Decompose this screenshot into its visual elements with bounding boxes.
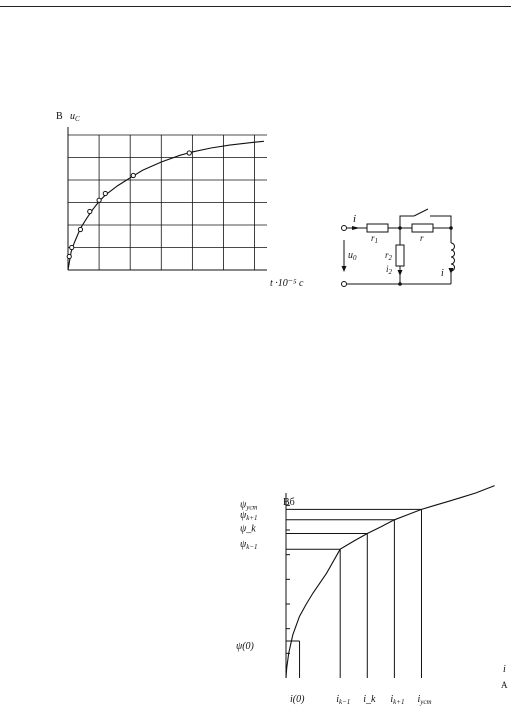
chart2-marker-ylabel-2: $\psi_{k+1}$	[240, 509, 258, 522]
chart1-x-label: t ·10⁻⁵ с	[270, 278, 304, 289]
chart1-point-0	[67, 254, 71, 258]
switch-blade	[414, 209, 428, 216]
label-r2: $r_2$	[385, 250, 393, 262]
chart2-curve	[286, 486, 495, 678]
chart1-y-label-sub: C	[75, 115, 80, 123]
chart2-marker-ylabel-1: ψ_k	[240, 523, 256, 535]
chart2-y-unit: Вб	[283, 497, 295, 508]
chart2-marker-ylabel-0: $\psi_{k-1}$	[240, 539, 258, 552]
label-i2: $i_2$	[386, 264, 393, 276]
resistor-r	[412, 224, 433, 232]
chart2-marker-xlabel-0: $i_{k-1}$	[336, 694, 351, 706]
chart1-point-6	[131, 173, 135, 177]
chart-flux-linkage	[236, 486, 508, 706]
chart2-initial-ylabel: ψ(0)	[236, 641, 254, 652]
label-r1: $r_1$	[371, 233, 379, 245]
arrow-i2	[398, 270, 403, 276]
chart1-y-label-main: u	[70, 111, 75, 122]
resistor-r1	[367, 224, 388, 232]
chart2-marker-xlabel-1: i_k	[363, 694, 376, 705]
u0-arrow-head	[342, 266, 347, 272]
inductor-coil	[451, 243, 455, 271]
arrow-i-in	[352, 226, 360, 230]
terminal-top	[342, 226, 347, 231]
chart1-point-1	[70, 245, 74, 249]
chart2-x-label: i	[503, 664, 506, 675]
resistor-r2	[396, 245, 404, 266]
chart2-markers	[236, 499, 432, 706]
chart1-point-3	[88, 209, 92, 213]
terminal-bottom	[342, 282, 347, 287]
chart1-y-unit: В	[56, 111, 63, 122]
circuit-diagram	[342, 209, 455, 287]
chart2-x-unit: А	[501, 680, 508, 690]
chart2-marker-xlabel-2: $i_{k+1}$	[390, 694, 405, 706]
label-i-in: i	[353, 213, 357, 225]
chart1-point-2	[78, 227, 82, 231]
chart1-point-4	[97, 198, 101, 202]
chart1-point-5	[103, 191, 107, 195]
chart-capacitor-voltage	[56, 111, 304, 289]
label-u0: $u_0$	[348, 250, 357, 262]
chart2-initial-xlabel: i(0)	[290, 694, 305, 705]
chart2-marker-xlabel-3: $i_{уст}$	[417, 694, 432, 706]
chart1-point-7	[187, 151, 191, 155]
chart1-y-label	[70, 111, 80, 123]
chart1-points	[67, 151, 191, 259]
label-r: r	[420, 233, 424, 243]
chart1-curve	[68, 141, 264, 270]
chart2-marker-ylabel-3: $\psi_{уст}$	[240, 499, 258, 512]
label-iL: i	[441, 268, 444, 279]
